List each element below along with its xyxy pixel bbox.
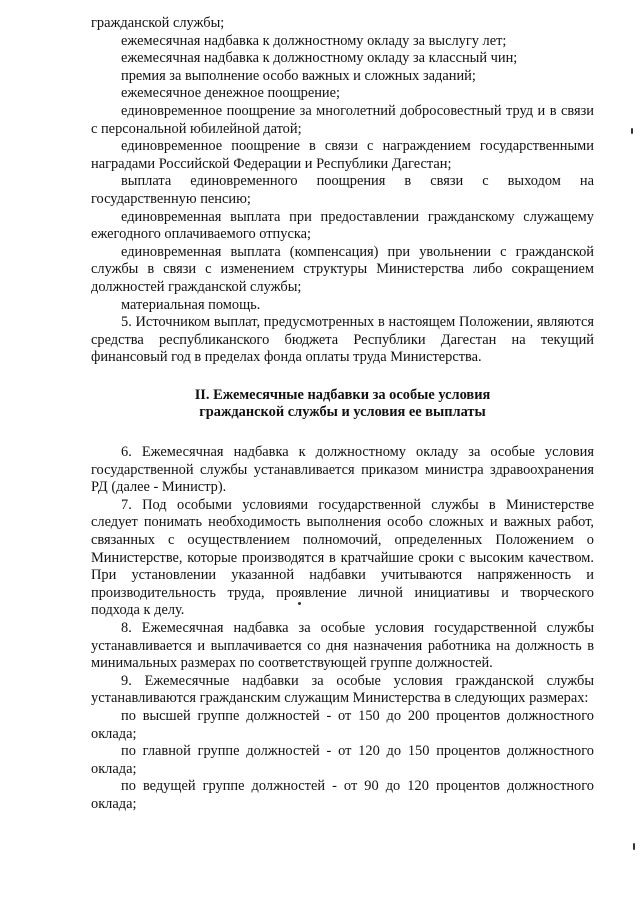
- paragraph: выплата единовременного поощрения в связи с выходом на государственную пенсию;: [91, 173, 594, 207]
- paragraph-point-6: 6. Ежемесячная надбавка к должностному окладу за особые условия государственной службы устанавливается приказом министра здравоохранения РД (далее - Министр).: [91, 444, 594, 496]
- paragraph: премия за выполнение особо важных и сложных заданий;: [121, 67, 476, 84]
- paragraph-point-5: 5. Источником выплат, предусмотренных в настоящем Положении, являются средства республиканского бюджета Республики Дагестан на текущий финансовый год в пределах фонда оплаты труда Министерства.: [91, 314, 594, 366]
- list-item: по главной группе должностей - от 120 до 150 процентов должностного оклада;: [91, 743, 594, 777]
- paragraph: единовременная выплата (компенсация) при увольнении с гражданской службы в связи с изменением структуры Министерства либо сокращением должностей гражданской службы;: [91, 243, 594, 295]
- paragraph: единовременное поощрение за многолетний добросовестный труд и в связи с персональной юбилейной датой;: [91, 102, 594, 137]
- paragraph-point-7: 7. Под особыми условиями государственной службы в Министерстве следует понимать необходимость выполнения особо сложных и важных работ, связанных с осуществлением полномочий, определенных Положением о Министерстве, которые производятся в кратчайшие сроки с высоким качеством. При установлении указанной надбавки учитываются напряженность и производительность труда, проявление личной инициативы и творческого подхода к делу.: [91, 496, 594, 619]
- section-heading-line-1: II. Ежемесячные надбавки за особые условия: [194, 386, 491, 403]
- list-item: по высшей группе должностей - от 150 до 200 процентов должностного оклада;: [91, 707, 594, 742]
- paragraph: материальная помощь.: [121, 296, 261, 313]
- document-body: [91, 15, 594, 814]
- paragraph: единовременная выплата при предоставлении гражданскому служащему ежегодного оплачиваемого отпуска;: [91, 208, 594, 243]
- paragraph-point-8: 8. Ежемесячная надбавка за особые условия государственной службы устанавливается и выплачивается со дня назначения работника на должность в минимальных размерах по соответствующей группе должностей.: [91, 620, 594, 672]
- section-heading-line-2: гражданской службы и условия ее выплаты: [199, 404, 486, 421]
- list-item: по ведущей группе должностей - от 90 до 120 процентов должностного оклада;: [91, 778, 594, 812]
- paragraph: единовременное поощрение в связи с награждением государственными наградами Российской Федерации и Республики Дагестан;: [91, 138, 594, 172]
- scan-speck: [298, 602, 301, 605]
- scan-speck: [633, 843, 635, 850]
- paragraph-point-9: 9. Ежемесячные надбавки за особые условия гражданской службы устанавливаются гражданским служащим Министерства в следующих размерах:: [91, 672, 594, 707]
- paragraph: гражданской службы;: [91, 15, 225, 31]
- section-heading: [91, 387, 594, 422]
- paragraph: ежемесячная надбавка к должностному окладу за выслугу лет;: [121, 32, 507, 49]
- paragraph: ежемесячное денежное поощрение;: [121, 85, 341, 102]
- scan-speck: [631, 128, 633, 134]
- paragraph: ежемесячная надбавка к должностному окладу за классный чин;: [121, 50, 518, 67]
